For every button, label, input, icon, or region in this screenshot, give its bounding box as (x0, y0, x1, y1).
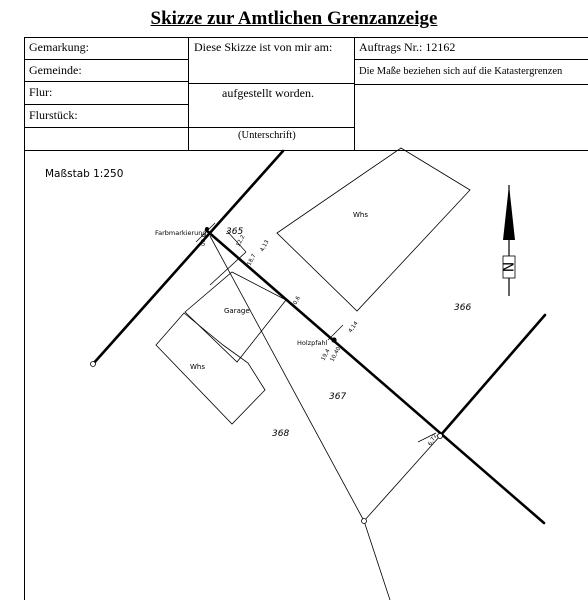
measure-value: 19,4 (320, 348, 332, 362)
measure-tick (328, 325, 343, 340)
building-whs-top (277, 148, 470, 311)
boundary-line-thin (364, 436, 440, 521)
boundary-point (91, 362, 96, 367)
masse-note: Die Maße beziehen sich auf die Katastergrenzen (359, 66, 563, 77)
farbmarkierung-label: Farbmarkierung (155, 229, 207, 237)
gemeinde-label: Gemeinde: (29, 63, 82, 77)
north-label: N (499, 261, 515, 273)
measure-value: 12,2 (235, 234, 247, 248)
boundary-line-thin (210, 236, 364, 521)
measure-value: 10,40 (329, 346, 343, 363)
measure-value: 4,13 (259, 239, 271, 253)
parcel-365-label: 365 (226, 227, 244, 237)
measure-value: 18,7 (246, 253, 258, 267)
garage-label: Garage (224, 307, 250, 315)
building-whs-bottom (156, 313, 265, 424)
measure-value: 0,6 (292, 295, 302, 306)
holzpfahl-label: Holzpfahl (297, 339, 328, 347)
scale-label: Maßstab 1:250 (45, 168, 124, 180)
aufgestellt-text: aufgestellt worden. (222, 86, 314, 100)
whs-top-label: Whs (353, 211, 369, 219)
unterschrift-label: (Unterschrift) (238, 130, 296, 141)
boundary-point (362, 519, 367, 524)
measure-value: 4,14 (347, 320, 360, 335)
gemarkung-label: Gemarkung: (29, 40, 89, 54)
auftrags-number: Auftrags Nr.: 12162 (359, 40, 456, 54)
whs-bottom-label: Whs (190, 363, 206, 371)
boundary-line-thin (364, 521, 390, 600)
skizze-text: Diese Skizze ist von mir am: (194, 40, 333, 54)
boundary-line-main (440, 315, 545, 436)
wooden-post-point (331, 337, 336, 342)
page-title: Skizze zur Amtlichen Grenzanzeige (150, 8, 438, 29)
parcel-367-label: 367 (329, 392, 347, 402)
measure-value: 6,72 (427, 433, 439, 447)
measure-value: 00,0 (201, 233, 207, 246)
flur-label: Flur: (29, 85, 53, 99)
north-arrow-icon (499, 185, 515, 296)
parcel-368-label: 368 (272, 429, 290, 439)
parcel-366-label: 366 (454, 303, 472, 313)
flurstueck-label: Flurstück: (29, 108, 78, 122)
